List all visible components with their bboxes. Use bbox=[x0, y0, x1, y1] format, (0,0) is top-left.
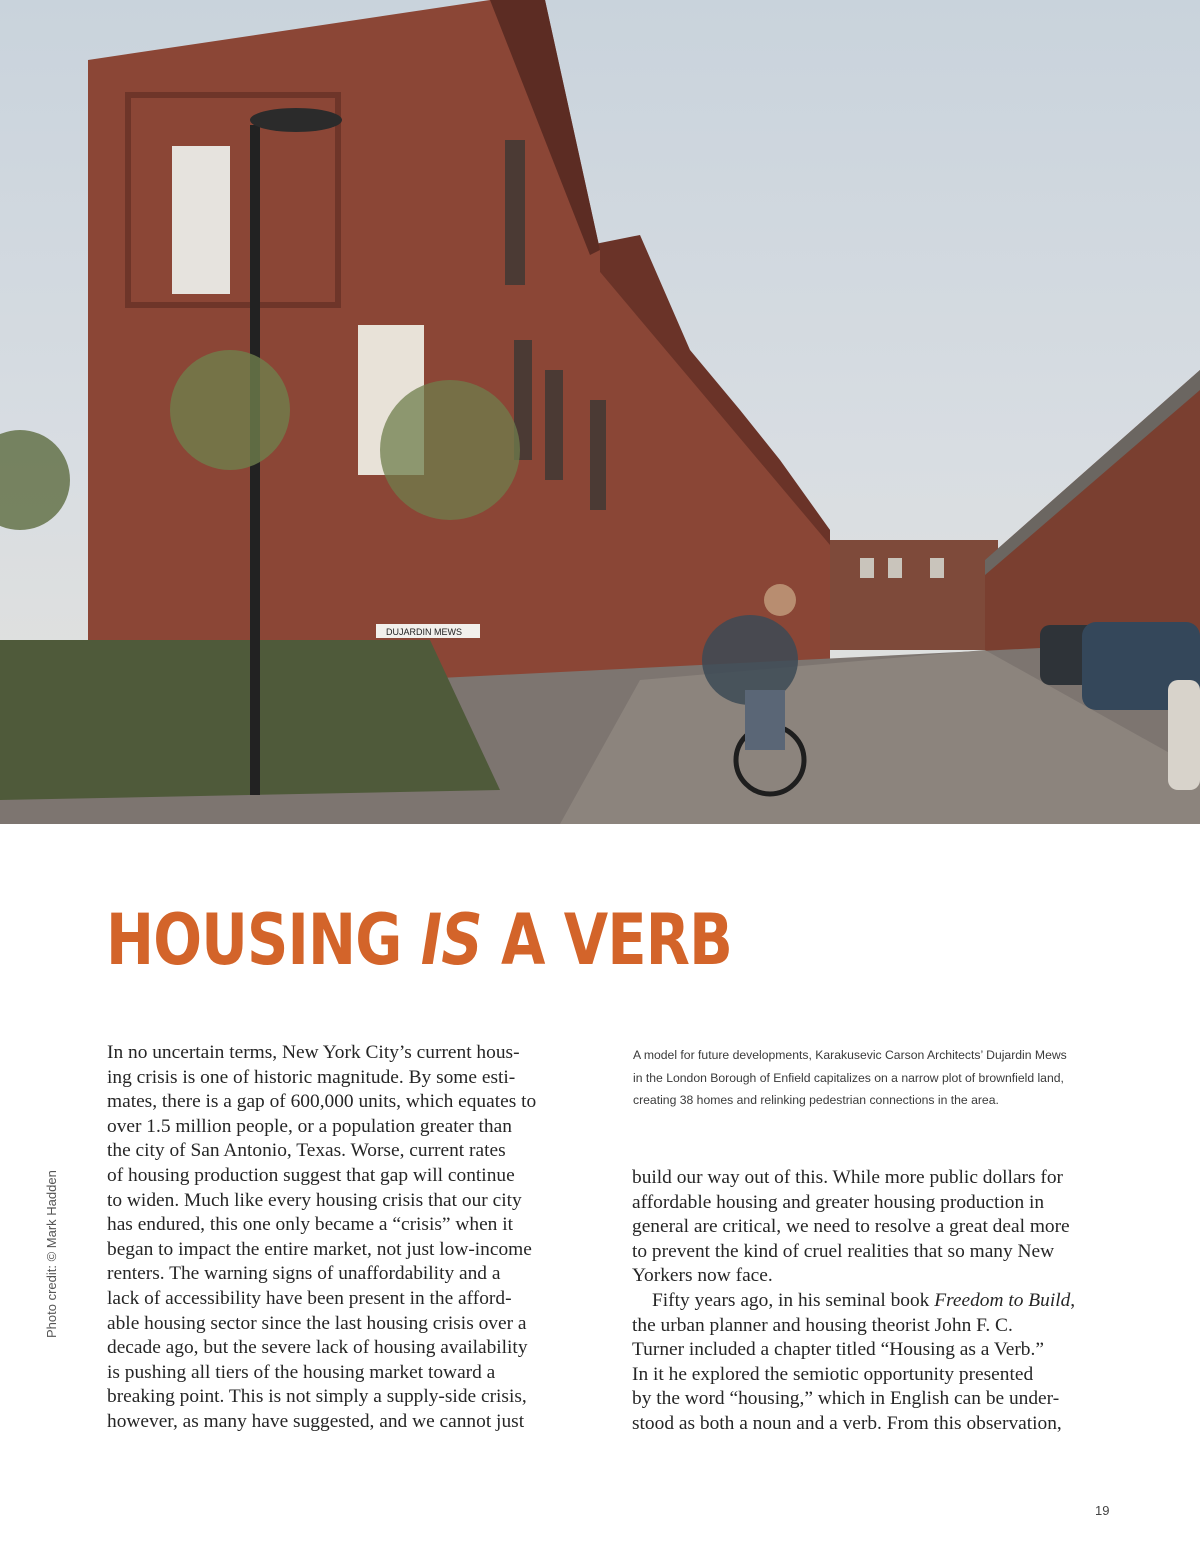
body-line: In no uncertain terms, New York City’s current hous- bbox=[107, 1042, 520, 1063]
body-line: the urban planner and housing theorist John F. C. bbox=[632, 1314, 1013, 1336]
body-line bbox=[632, 1289, 1122, 1314]
caption-line: creating 38 homes and relinking pedestrian connections in the area. bbox=[633, 1093, 999, 1107]
body-line: Turner included a chapter titled “Housing as a Verb.” bbox=[632, 1339, 1044, 1361]
caption-line: A model for future developments, Karakusevic Carson Architects’ Dujardin Mews bbox=[633, 1048, 1067, 1062]
body-line: however, as many have suggested, and we cannot just bbox=[107, 1410, 525, 1432]
headline-emphasis: IS bbox=[420, 899, 482, 981]
article-headline bbox=[106, 899, 733, 981]
body-line: to prevent the kind of cruel realities that so many New bbox=[632, 1240, 1055, 1262]
photo-credit: Photo credit: © Mark Hadden bbox=[44, 1170, 59, 1338]
body-line: breaking point. This is not simply a supply-side crisis, bbox=[107, 1386, 527, 1408]
body-line: is pushing all tiers of the housing market toward a bbox=[107, 1361, 496, 1383]
body-line: lack of accessibility have been present in the afford- bbox=[107, 1287, 512, 1309]
body-column-2 bbox=[632, 1166, 1122, 1437]
body-line: mates, there is a gap of 600,000 units, which equates to bbox=[107, 1091, 537, 1113]
body-line: decade ago, but the severe lack of housing availability bbox=[107, 1337, 528, 1359]
body-line: stood as both a noun and a verb. From this observation, bbox=[632, 1412, 1062, 1434]
body-line: has endured, this one only became a “crisis” when it bbox=[107, 1214, 513, 1236]
body-line: In it he explored the semiotic opportunity presented bbox=[632, 1363, 1034, 1385]
headline-part2: A VERB bbox=[481, 899, 733, 981]
street-sign-text: DUJARDIN MEWS bbox=[386, 627, 462, 637]
body-line: of housing production suggest that gap will continue bbox=[107, 1164, 515, 1186]
body-line: over 1.5 million people, or a population greater than bbox=[107, 1115, 512, 1137]
page-number: 19 bbox=[1095, 1503, 1110, 1518]
body-line: able housing sector since the last housing crisis over a bbox=[107, 1312, 527, 1334]
headline-part1: HOUSING bbox=[106, 899, 421, 981]
para2-text: Fifty years ago, in his seminal book bbox=[652, 1289, 935, 1311]
body-line: ing crisis is one of historic magnitude. By some esti- bbox=[107, 1066, 516, 1088]
body-column-1 bbox=[107, 1041, 593, 1435]
body-line: renters. The warning signs of unaffordability and a bbox=[107, 1263, 501, 1285]
body-line: began to impact the entire market, not just low-income bbox=[107, 1238, 532, 1260]
body-line: by the word “housing,” which in English can be under- bbox=[632, 1388, 1060, 1410]
body-line: general are critical, we need to resolve a great deal more bbox=[632, 1216, 1070, 1238]
caption-line: in the London Borough of Enfield capitalizes on a narrow plot of brownfield land, bbox=[633, 1070, 1064, 1085]
body-line: affordable housing and greater housing production in bbox=[632, 1191, 1045, 1213]
para2-punct: , bbox=[1070, 1289, 1076, 1311]
body-line: build our way out of this. While more public dollars for bbox=[632, 1167, 1064, 1188]
body-line: to widen. Much like every housing crisis that our city bbox=[107, 1189, 522, 1211]
photo-credit-container bbox=[44, 1078, 64, 1338]
book-title: Freedom to Build bbox=[934, 1289, 1071, 1311]
body-line: Yorkers now face. bbox=[632, 1265, 773, 1287]
photo-caption bbox=[633, 1044, 1133, 1112]
body-line: the city of San Antonio, Texas. Worse, current rates bbox=[107, 1140, 506, 1162]
